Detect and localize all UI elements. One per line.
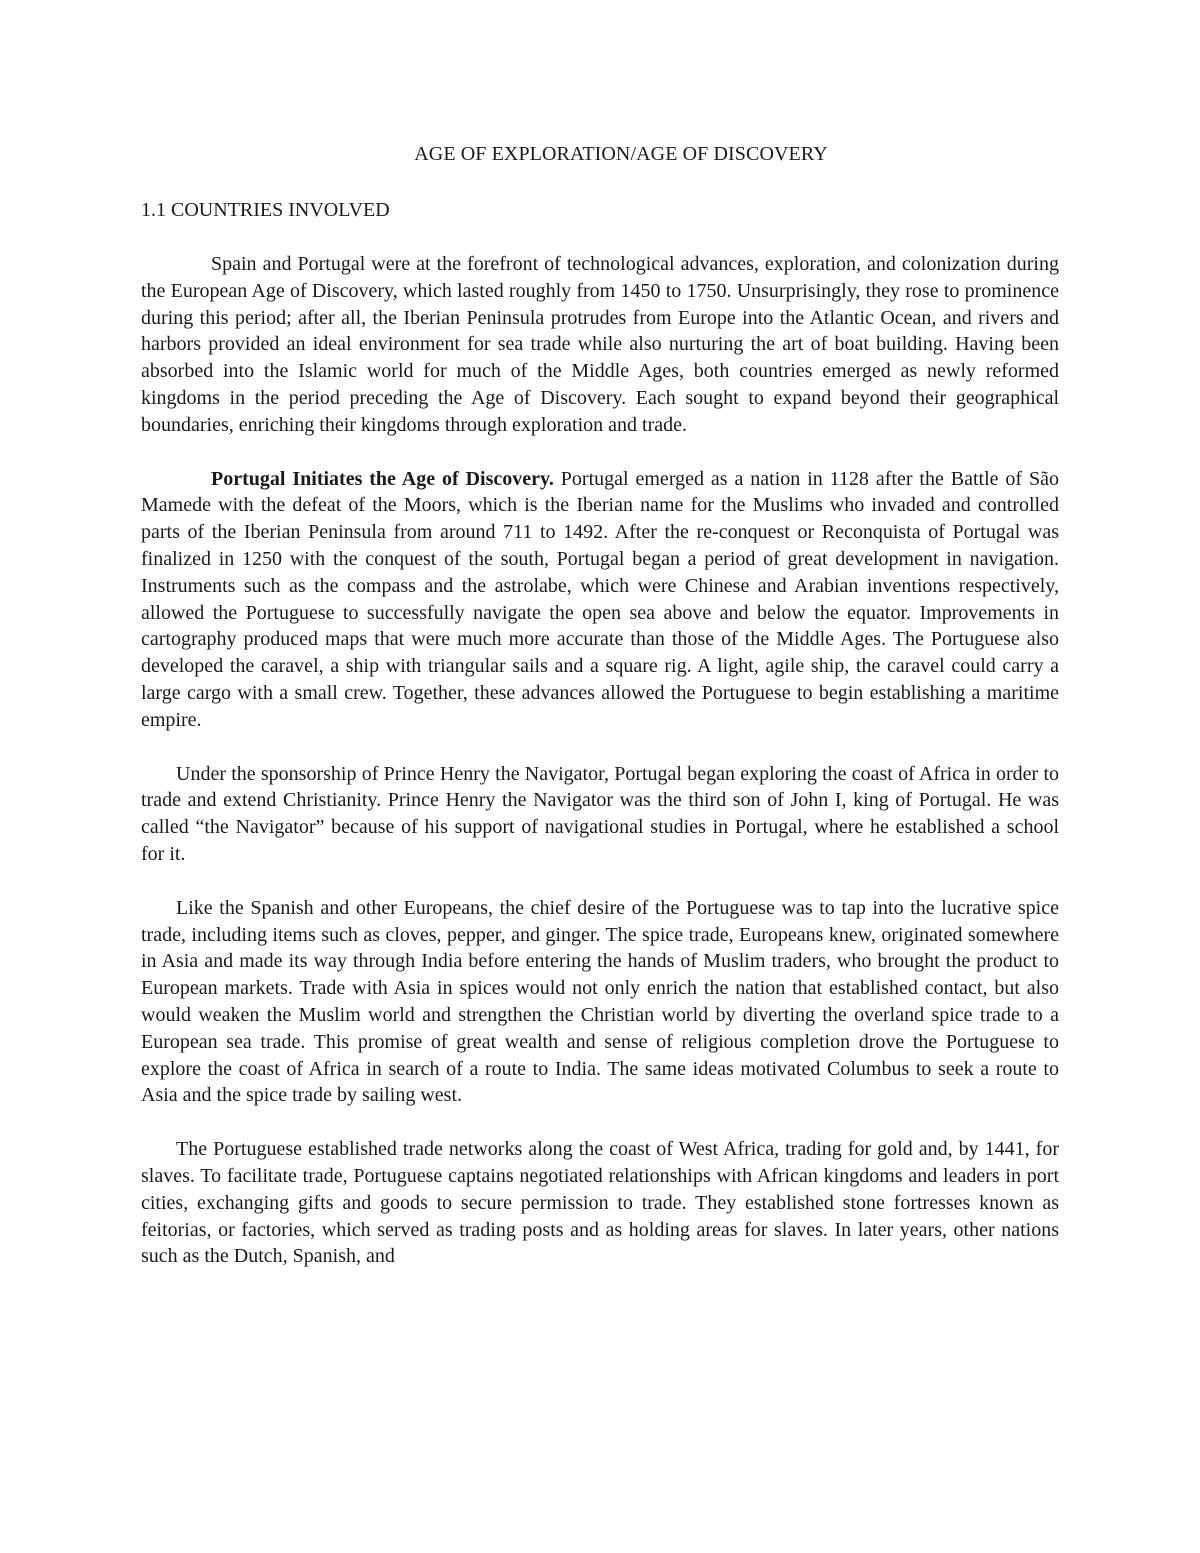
paragraph-lead-heading: Portugal Initiates the Age of Discovery. <box>211 467 554 490</box>
paragraph-trade-networks: The Portuguese established trade networks along the coast of West Africa, trading for gold and, by 1441, for slaves. To facilitate trade, Portuguese captains negotiated relationships with African kingdoms and leaders in port cities, exchanging gifts and goods to secure permission to trade. They established stone fortresses known as feitorias, or factories, which served as trading posts and as holding areas for slaves. In later years, other nations such as the Dutch, Spanish, and <box>141 1138 1059 1268</box>
paragraph-prince-henry: Under the sponsorship of Prince Henry the Navigator, Portugal began exploring the coast of Africa in order to trade and extend Christianity. Prince Henry the Navigator was the third son of John I, king of Portugal. He was called “the Navigator” because of his support of navigational studies in Portugal, where he established a school for it. <box>141 762 1059 865</box>
section-heading: 1.1 COUNTRIES INVOLVED <box>141 199 390 221</box>
paragraph-spice-trade: Like the Spanish and other Europeans, the chief desire of the Portuguese was to tap into the lucrative spice trade, including items such as cloves, pepper, and ginger. The spice trade, Europeans knew, originated somewhere in Asia and made its way through India before entering the hands of Muslim traders, who brought the product to European markets. Trade with Asia in spices would not only enrich the nation that established contact, but also would weaken the Muslim world and strengthen the Christian world by diverting the overland spice trade to a European sea trade. This promise of great wealth and sense of religious completion drove the Portuguese to explore the coast of Africa in search of a route to India. The same ideas motivated Columbus to seek a route to Asia and the spice trade by sailing west. <box>141 896 1059 1107</box>
document-title: AGE OF EXPLORATION/AGE OF DISCOVERY <box>414 143 828 165</box>
paragraph-body-text: Portugal emerged as a nation in 1128 after the Battle of São Mamede with the defeat of the Moors, which is the Iberian name for the Muslims who invaded and controlled parts of the Iberian Peninsula from around 711 to 1492. After the re-conquest or Reconquista of Portugal was finalized in 1250 with the conquest of the south, Portugal began a period of great development in navigation. Instruments such as the compass and the astrolabe, which were Chinese and Arabian inventions respectively, allowed the Portuguese to successfully navigate the open sea above and below the equator. Improvements in cartography produced maps that were much more accurate than those of the Middle Ages. The Portuguese also developed the caravel, a ship with triangular sails and a square rig. A light, agile ship, the caravel could carry a large cargo with a small crew. Together, these advances allowed the Portuguese to begin establishing a maritime empire. <box>141 467 1060 731</box>
paragraph-portugal-initiates <box>141 466 1059 734</box>
document-body <box>141 141 1059 1270</box>
paragraph-countries-intro: Spain and Portugal were at the forefront of technological advances, exploration, and colonization during the European Age of Discovery, which lasted roughly from 1450 to 1750. Unsurprisingly, they rose to prominence during this period; after all, the Iberian Peninsula protrudes from Europe into the Atlantic Ocean, and rivers and harbors provided an ideal environment for sea trade while also nurturing the art of boat building. Having been absorbed into the Islamic world for much of the Middle Ages, both countries emerged as newly reformed kingdoms in the period preceding the Age of Discovery. Each sought to expand beyond their geographical boundaries, enriching their kingdoms through exploration and trade. <box>141 253 1059 436</box>
